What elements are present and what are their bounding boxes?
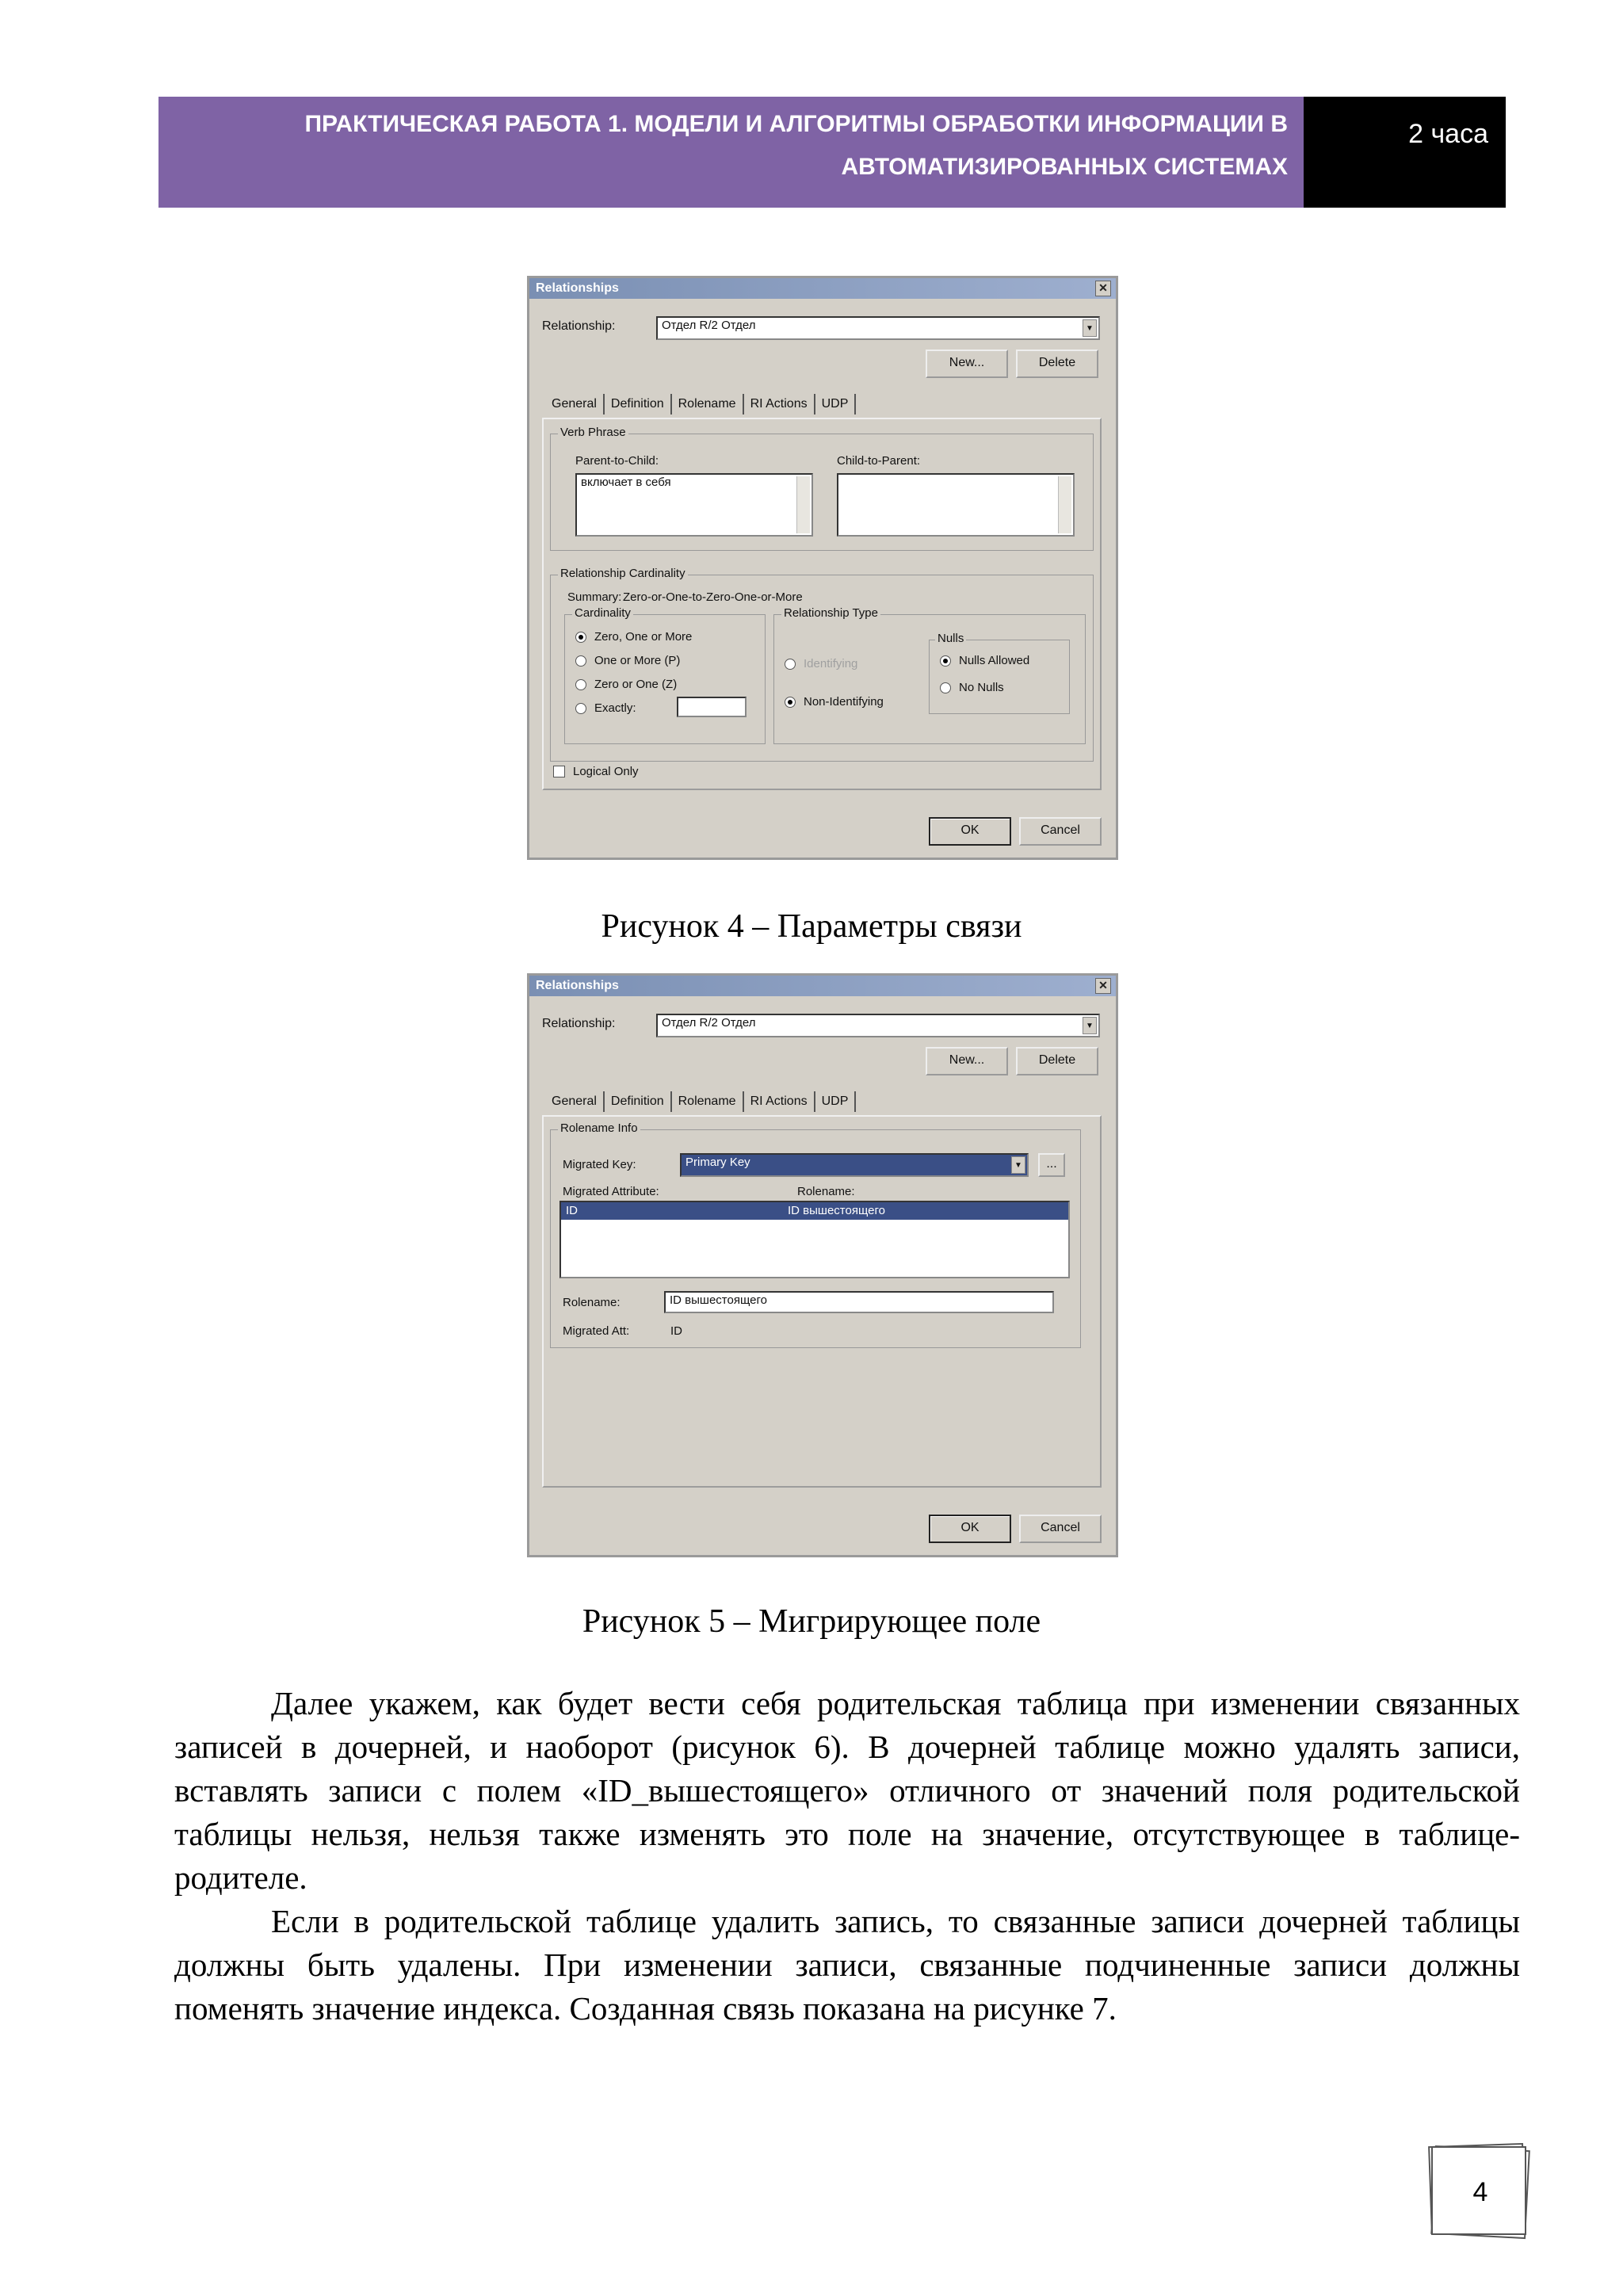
rolename-input-value: ID вышестоящего [670,1293,767,1307]
migrated-key-select[interactable] [680,1153,1029,1177]
radio-no-nulls[interactable] [940,681,1004,694]
rolename-info-label: Rolename Info [558,1121,640,1135]
list-item-rolename: ID вышестоящего [788,1204,885,1217]
relationships-dialog-rolename [527,973,1118,1557]
close-icon[interactable]: ✕ [1095,281,1111,296]
radio-label: Zero or One (Z) [594,678,678,691]
page-number: 4 [1472,2177,1488,2207]
dialog-title: Relationships [536,979,619,992]
radio-dot [785,697,796,708]
tab-definition[interactable]: Definition [605,1091,672,1112]
tab-definition[interactable]: Definition [605,394,672,415]
parent-to-child-value: включает в себя [581,476,671,489]
scrollbar[interactable] [796,476,810,533]
checkbox-box [553,766,565,777]
radio-identifying[interactable] [785,657,857,670]
radio-label: Exactly: [594,701,636,715]
summary-label: Summary: [567,590,622,604]
scrollbar[interactable] [1058,476,1071,533]
radio-nulls-allowed[interactable] [940,654,1029,667]
dialog-titlebar [529,278,1116,299]
tab-rolename[interactable]: Rolename [672,394,744,415]
radio-non-identifying[interactable] [785,695,884,709]
relationship-select[interactable] [656,1014,1100,1037]
relationship-cardinality-label: Relationship Cardinality [558,567,688,580]
figure-caption-4: Рисунок 4 – Параметры связи [601,908,1022,945]
tab-bar [545,1091,856,1112]
radio-one-or-more[interactable] [575,654,680,667]
radio-label: Zero, One or More [594,630,693,644]
radio-zero-or-one[interactable] [575,678,677,691]
tab-udp[interactable]: UDP [815,394,857,415]
rolename-header: Rolename: [797,1185,855,1198]
tab-panel-general [542,418,1102,790]
radio-exactly[interactable] [575,701,636,715]
paragraph-2: Если в родительской таблице удалить запись, то связанные записи дочерней таблицы должны быть удалены. При изменении записи, связанные подчиненные записи должны поменять значение индекса. Созданная связь показана на рисунке 7. [174,1903,1520,2027]
tab-general[interactable]: General [545,1091,605,1112]
cancel-button[interactable]: Cancel [1019,1515,1102,1543]
relationship-select-value: Отдел R/2 Отдел [662,1016,756,1030]
relationship-type-label: Relationship Type [781,606,880,620]
migrated-attributes-list[interactable] [559,1201,1070,1278]
migrated-key-value: Primary Key [685,1156,750,1169]
tab-rolename[interactable]: Rolename [672,1091,744,1112]
relationship-label: Relationship: [542,1017,616,1030]
exactly-input[interactable] [677,697,747,717]
page-number-box [1428,2140,1529,2241]
page-header [158,97,1506,208]
verb-phrase-label: Verb Phrase [558,426,628,439]
tab-general[interactable]: General [545,394,605,415]
radio-dot [940,682,951,693]
list-item-attribute: ID [566,1204,578,1217]
tab-ri-actions[interactable]: RI Actions [744,1091,815,1112]
cancel-button[interactable]: Cancel [1019,817,1102,846]
radio-dot [575,679,586,690]
migrated-key-browse-button[interactable]: ... [1038,1153,1065,1177]
close-icon[interactable]: ✕ [1095,978,1111,994]
relationship-label: Relationship: [542,319,616,333]
radio-dot [575,632,586,643]
radio-dot [940,655,951,667]
figure-caption-5: Рисунок 5 – Мигрирующее поле [582,1603,1041,1640]
tab-panel-rolename [542,1115,1102,1488]
relationship-select[interactable] [656,316,1100,340]
radio-dot [575,655,586,667]
chevron-down-icon[interactable]: ▼ [1083,1017,1097,1034]
child-to-parent-input[interactable] [837,473,1075,537]
logical-only-checkbox[interactable] [553,765,639,778]
tab-udp[interactable]: UDP [815,1091,857,1112]
parent-to-child-input[interactable] [575,473,813,537]
ok-button[interactable]: OK [929,1515,1011,1543]
radio-label: No Nulls [959,681,1004,694]
cardinality-label: Cardinality [572,606,633,620]
radio-label: Identifying [804,657,858,670]
new-button[interactable]: New... [926,1047,1008,1075]
dialog-title: Relationships [536,281,619,295]
tab-ri-actions[interactable]: RI Actions [744,394,815,415]
page-sheet-front [1431,2146,1526,2235]
paragraph-1: Далее укажем, как будет вести себя родительская таблица при изменении связанных записей в дочерней, и наоборот (рисунок 6). В дочерней таблице можно удалять записи, вставлять записи с полем «ID_вышестоящего» отличного от значений поля родительской таблицы нельзя, нельзя также изменять это поле на значение, отсутствующее в таблице-родителе. [174,1685,1520,1896]
parent-to-child-label: Parent-to-Child: [575,454,659,468]
relationship-select-value: Отдел R/2 Отдел [662,319,756,332]
radio-label: Nulls Allowed [959,654,1030,667]
nulls-label: Nulls [935,632,966,645]
migrated-key-label: Migrated Key: [563,1158,636,1171]
header-title-line1: ПРАКТИЧЕСКАЯ РАБОТА 1. МОДЕЛИ И АЛГОРИТМЫ ОБРАБОТКИ ИНФОРМАЦИИ В [304,111,1288,137]
delete-button[interactable]: Delete [1016,1047,1098,1075]
header-hours: 2 часа [1304,97,1506,208]
chevron-down-icon[interactable]: ▼ [1011,1156,1025,1174]
radio-dot [575,703,586,714]
radio-label: Non-Identifying [804,695,884,709]
new-button[interactable]: New... [926,350,1008,378]
body-text [174,1682,1520,2030]
tab-bar [545,394,856,415]
delete-button[interactable]: Delete [1016,350,1098,378]
list-item[interactable] [561,1202,1068,1220]
checkbox-label: Logical Only [573,765,639,778]
radio-zero-one-or-more[interactable] [575,630,692,644]
migrated-att-value: ID [670,1324,682,1338]
rolename-label: Rolename: [563,1296,621,1309]
header-title-line2: АВТОМАТИЗИРОВАННЫХ СИСТЕМАХ [841,154,1288,180]
dialog-titlebar [529,976,1116,996]
nulls-group [929,640,1070,714]
relationships-dialog-general [527,276,1118,860]
radio-label: One or More (P) [594,654,681,667]
radio-dot [785,659,796,670]
ok-button[interactable]: OK [929,817,1011,846]
migrated-att-label: Migrated Att: [563,1324,630,1338]
header-title [158,97,1304,208]
child-to-parent-label: Child-to-Parent: [837,454,921,468]
migrated-attribute-header: Migrated Attribute: [563,1185,659,1198]
chevron-down-icon[interactable]: ▼ [1083,319,1097,337]
rolename-input[interactable] [664,1291,1054,1313]
summary-value: Zero-or-One-to-Zero-One-or-More [623,590,803,604]
